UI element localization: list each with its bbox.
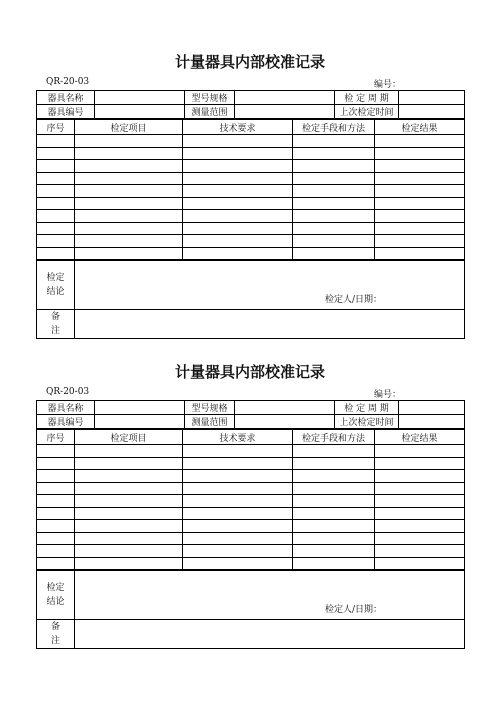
table-cell[interactable] bbox=[293, 520, 375, 533]
table-cell[interactable] bbox=[293, 222, 375, 235]
table-cell[interactable] bbox=[37, 185, 75, 198]
table-cell[interactable] bbox=[75, 185, 183, 198]
table-cell[interactable] bbox=[37, 160, 75, 173]
table-cell[interactable] bbox=[75, 470, 183, 483]
notes-label bbox=[37, 310, 75, 339]
table-row bbox=[37, 457, 465, 470]
table-cell[interactable] bbox=[293, 247, 375, 260]
calibration-form-2 bbox=[36, 358, 464, 649]
table-cell[interactable] bbox=[375, 557, 465, 570]
col-header-item: 检定项目 bbox=[75, 430, 183, 445]
conclusion-label-line1: 检定 bbox=[46, 583, 65, 593]
table-row bbox=[37, 470, 465, 483]
model-spec-label: 型号规格 bbox=[185, 401, 235, 415]
table-cell[interactable] bbox=[183, 545, 293, 558]
table-row bbox=[37, 482, 465, 495]
table-row bbox=[37, 135, 465, 148]
table-cell[interactable] bbox=[75, 457, 183, 470]
table-cell[interactable] bbox=[75, 222, 183, 235]
table-cell[interactable] bbox=[75, 507, 183, 520]
notes-label-line1: 备 bbox=[50, 622, 60, 632]
table-row bbox=[37, 445, 465, 458]
table-cell[interactable] bbox=[375, 235, 465, 248]
last-cal-time-field[interactable] bbox=[399, 105, 465, 119]
table-cell[interactable] bbox=[75, 197, 183, 210]
instrument-no-field[interactable] bbox=[95, 105, 185, 119]
table-cell[interactable] bbox=[75, 482, 183, 495]
table-cell[interactable] bbox=[37, 457, 75, 470]
model-spec-field[interactable] bbox=[235, 401, 335, 415]
notes-label bbox=[37, 620, 75, 649]
table-cell[interactable] bbox=[37, 247, 75, 260]
table-cell[interactable] bbox=[375, 470, 465, 483]
table-cell[interactable] bbox=[183, 222, 293, 235]
notes-label-line2: 注 bbox=[50, 326, 60, 336]
instrument-name-label: 器具名称 bbox=[37, 91, 95, 105]
notes-field[interactable] bbox=[75, 310, 465, 339]
table-cell[interactable] bbox=[375, 197, 465, 210]
form-meta-row bbox=[36, 76, 464, 90]
table-cell[interactable] bbox=[75, 445, 183, 458]
table-cell[interactable] bbox=[75, 135, 183, 148]
model-spec-field[interactable] bbox=[235, 91, 335, 105]
table-cell[interactable] bbox=[293, 160, 375, 173]
table-row bbox=[37, 210, 465, 223]
calibration-form-1 bbox=[36, 48, 464, 339]
conclusion-table bbox=[36, 570, 465, 649]
table-cell[interactable] bbox=[183, 445, 293, 458]
col-header-method: 检定手段和方法 bbox=[293, 120, 375, 135]
table-row bbox=[37, 222, 465, 235]
table-row bbox=[37, 160, 465, 173]
table-cell[interactable] bbox=[37, 210, 75, 223]
conclusion-label-line1: 检定 bbox=[46, 273, 65, 283]
table-cell[interactable] bbox=[37, 235, 75, 248]
cal-period-field[interactable] bbox=[399, 91, 465, 105]
calibration-table bbox=[36, 90, 465, 119]
table-cell[interactable] bbox=[75, 247, 183, 260]
table-cell[interactable] bbox=[37, 545, 75, 558]
form-code: QR-20-03 bbox=[46, 387, 90, 397]
table-row bbox=[37, 147, 465, 160]
signer-label: 检定人/日期： bbox=[324, 605, 382, 615]
table-cell[interactable] bbox=[183, 470, 293, 483]
col-header-seq: 序号 bbox=[37, 120, 75, 135]
table-cell[interactable] bbox=[183, 495, 293, 508]
table-cell[interactable] bbox=[75, 520, 183, 533]
table-row bbox=[37, 520, 465, 533]
instrument-no-label: 器具编号 bbox=[37, 105, 95, 119]
form-title: 计量器具内部校准记录 bbox=[174, 53, 325, 71]
col-header-tech-req: 技术要求 bbox=[183, 120, 293, 135]
table-cell[interactable] bbox=[293, 147, 375, 160]
col-header-result: 检定结果 bbox=[375, 120, 465, 135]
table-cell[interactable] bbox=[375, 210, 465, 223]
table-cell[interactable] bbox=[375, 507, 465, 520]
table-cell[interactable] bbox=[37, 172, 75, 185]
number-label: 编号： bbox=[374, 390, 402, 400]
table-row bbox=[37, 532, 465, 545]
table-cell[interactable] bbox=[75, 147, 183, 160]
table-cell[interactable] bbox=[375, 160, 465, 173]
table-cell[interactable] bbox=[293, 507, 375, 520]
table-cell[interactable] bbox=[375, 445, 465, 458]
table-cell[interactable] bbox=[293, 482, 375, 495]
col-header-tech-req: 技术要求 bbox=[183, 430, 293, 445]
conclusion-label bbox=[37, 571, 75, 620]
item-rows bbox=[37, 135, 465, 260]
table-cell[interactable] bbox=[375, 532, 465, 545]
measure-range-label: 测量范围 bbox=[185, 415, 235, 429]
table-cell[interactable] bbox=[183, 235, 293, 248]
last-cal-time-field[interactable] bbox=[399, 415, 465, 429]
instrument-name-field[interactable] bbox=[95, 91, 185, 105]
table-cell[interactable] bbox=[183, 210, 293, 223]
col-header-method: 检定手段和方法 bbox=[293, 430, 375, 445]
measure-range-label: 测量范围 bbox=[185, 105, 235, 119]
items-table bbox=[36, 429, 465, 570]
table-cell[interactable] bbox=[37, 495, 75, 508]
table-row bbox=[37, 172, 465, 185]
signer-label: 检定人/日期： bbox=[324, 295, 382, 305]
number-label: 编号： bbox=[374, 80, 402, 90]
table-cell[interactable] bbox=[293, 135, 375, 148]
calibration-table bbox=[36, 400, 465, 429]
table-row bbox=[37, 185, 465, 198]
cal-period-field[interactable] bbox=[399, 401, 465, 415]
table-cell[interactable] bbox=[75, 172, 183, 185]
item-rows bbox=[37, 445, 465, 570]
table-cell[interactable] bbox=[37, 135, 75, 148]
table-cell[interactable] bbox=[183, 160, 293, 173]
table-cell[interactable] bbox=[375, 457, 465, 470]
notes-label-line1: 备 bbox=[50, 312, 60, 322]
table-cell[interactable] bbox=[37, 197, 75, 210]
table-cell[interactable] bbox=[183, 507, 293, 520]
notes-field[interactable] bbox=[75, 620, 465, 649]
cal-period-label: 检 定 周 期 bbox=[335, 401, 399, 415]
table-cell[interactable] bbox=[375, 247, 465, 260]
items-table bbox=[36, 119, 465, 260]
table-cell[interactable] bbox=[293, 445, 375, 458]
measure-range-field[interactable] bbox=[235, 415, 335, 429]
table-cell[interactable] bbox=[37, 445, 75, 458]
table-row bbox=[37, 507, 465, 520]
table-row bbox=[37, 495, 465, 508]
instrument-name-label: 器具名称 bbox=[37, 401, 95, 415]
col-header-result: 检定结果 bbox=[375, 430, 465, 445]
last-cal-time-label: 上次检定时间 bbox=[335, 105, 399, 119]
table-cell[interactable] bbox=[293, 495, 375, 508]
table-cell[interactable] bbox=[75, 235, 183, 248]
table-cell[interactable] bbox=[375, 222, 465, 235]
table-cell[interactable] bbox=[375, 135, 465, 148]
table-row bbox=[37, 247, 465, 260]
table-cell[interactable] bbox=[183, 197, 293, 210]
measure-range-field[interactable] bbox=[235, 105, 335, 119]
table-cell[interactable] bbox=[37, 482, 75, 495]
table-row bbox=[37, 557, 465, 570]
table-cell[interactable] bbox=[183, 520, 293, 533]
form-code: QR-20-03 bbox=[46, 77, 90, 87]
table-cell[interactable] bbox=[293, 172, 375, 185]
table-cell[interactable] bbox=[183, 247, 293, 260]
table-cell[interactable] bbox=[293, 532, 375, 545]
table-cell[interactable] bbox=[37, 520, 75, 533]
table-cell[interactable] bbox=[293, 197, 375, 210]
table-cell[interactable] bbox=[375, 545, 465, 558]
table-cell[interactable] bbox=[37, 532, 75, 545]
table-cell[interactable] bbox=[293, 470, 375, 483]
table-cell[interactable] bbox=[37, 557, 75, 570]
instrument-no-field[interactable] bbox=[95, 415, 185, 429]
instrument-name-field[interactable] bbox=[95, 401, 185, 415]
table-cell[interactable] bbox=[183, 147, 293, 160]
table-cell[interactable] bbox=[375, 147, 465, 160]
table-cell[interactable] bbox=[375, 185, 465, 198]
conclusion-label-line2: 结论 bbox=[46, 597, 65, 607]
table-cell[interactable] bbox=[183, 482, 293, 495]
table-cell[interactable] bbox=[75, 557, 183, 570]
table-cell[interactable] bbox=[37, 222, 75, 235]
table-cell[interactable] bbox=[375, 482, 465, 495]
cal-period-label: 检 定 周 期 bbox=[335, 91, 399, 105]
table-cell[interactable] bbox=[293, 557, 375, 570]
table-cell[interactable] bbox=[75, 210, 183, 223]
table-cell[interactable] bbox=[293, 235, 375, 248]
table-cell[interactable] bbox=[293, 185, 375, 198]
instrument-no-label: 器具编号 bbox=[37, 415, 95, 429]
table-row bbox=[37, 235, 465, 248]
conclusion-label-line2: 结论 bbox=[46, 287, 65, 297]
table-cell[interactable] bbox=[75, 545, 183, 558]
table-row bbox=[37, 197, 465, 210]
notes-label-line2: 注 bbox=[50, 636, 60, 646]
conclusion-field[interactable] bbox=[75, 261, 465, 310]
conclusion-field[interactable] bbox=[75, 571, 465, 620]
table-cell[interactable] bbox=[75, 495, 183, 508]
table-cell[interactable] bbox=[293, 545, 375, 558]
table-cell[interactable] bbox=[183, 135, 293, 148]
table-cell[interactable] bbox=[293, 210, 375, 223]
conclusion-table bbox=[36, 260, 465, 339]
model-spec-label: 型号规格 bbox=[185, 91, 235, 105]
table-cell[interactable] bbox=[37, 470, 75, 483]
last-cal-time-label: 上次检定时间 bbox=[335, 415, 399, 429]
table-cell[interactable] bbox=[183, 457, 293, 470]
table-cell[interactable] bbox=[75, 532, 183, 545]
table-cell[interactable] bbox=[293, 457, 375, 470]
form-meta-row bbox=[36, 386, 464, 400]
table-cell[interactable] bbox=[183, 172, 293, 185]
table-cell[interactable] bbox=[375, 520, 465, 533]
table-cell[interactable] bbox=[375, 495, 465, 508]
table-cell[interactable] bbox=[37, 507, 75, 520]
table-cell[interactable] bbox=[75, 160, 183, 173]
col-header-item: 检定项目 bbox=[75, 120, 183, 135]
table-cell[interactable] bbox=[37, 147, 75, 160]
table-row bbox=[37, 545, 465, 558]
table-cell[interactable] bbox=[183, 557, 293, 570]
table-cell[interactable] bbox=[183, 532, 293, 545]
table-cell[interactable] bbox=[375, 172, 465, 185]
conclusion-label bbox=[37, 261, 75, 310]
form-title: 计量器具内部校准记录 bbox=[174, 363, 325, 381]
col-header-seq: 序号 bbox=[37, 430, 75, 445]
table-cell[interactable] bbox=[183, 185, 293, 198]
